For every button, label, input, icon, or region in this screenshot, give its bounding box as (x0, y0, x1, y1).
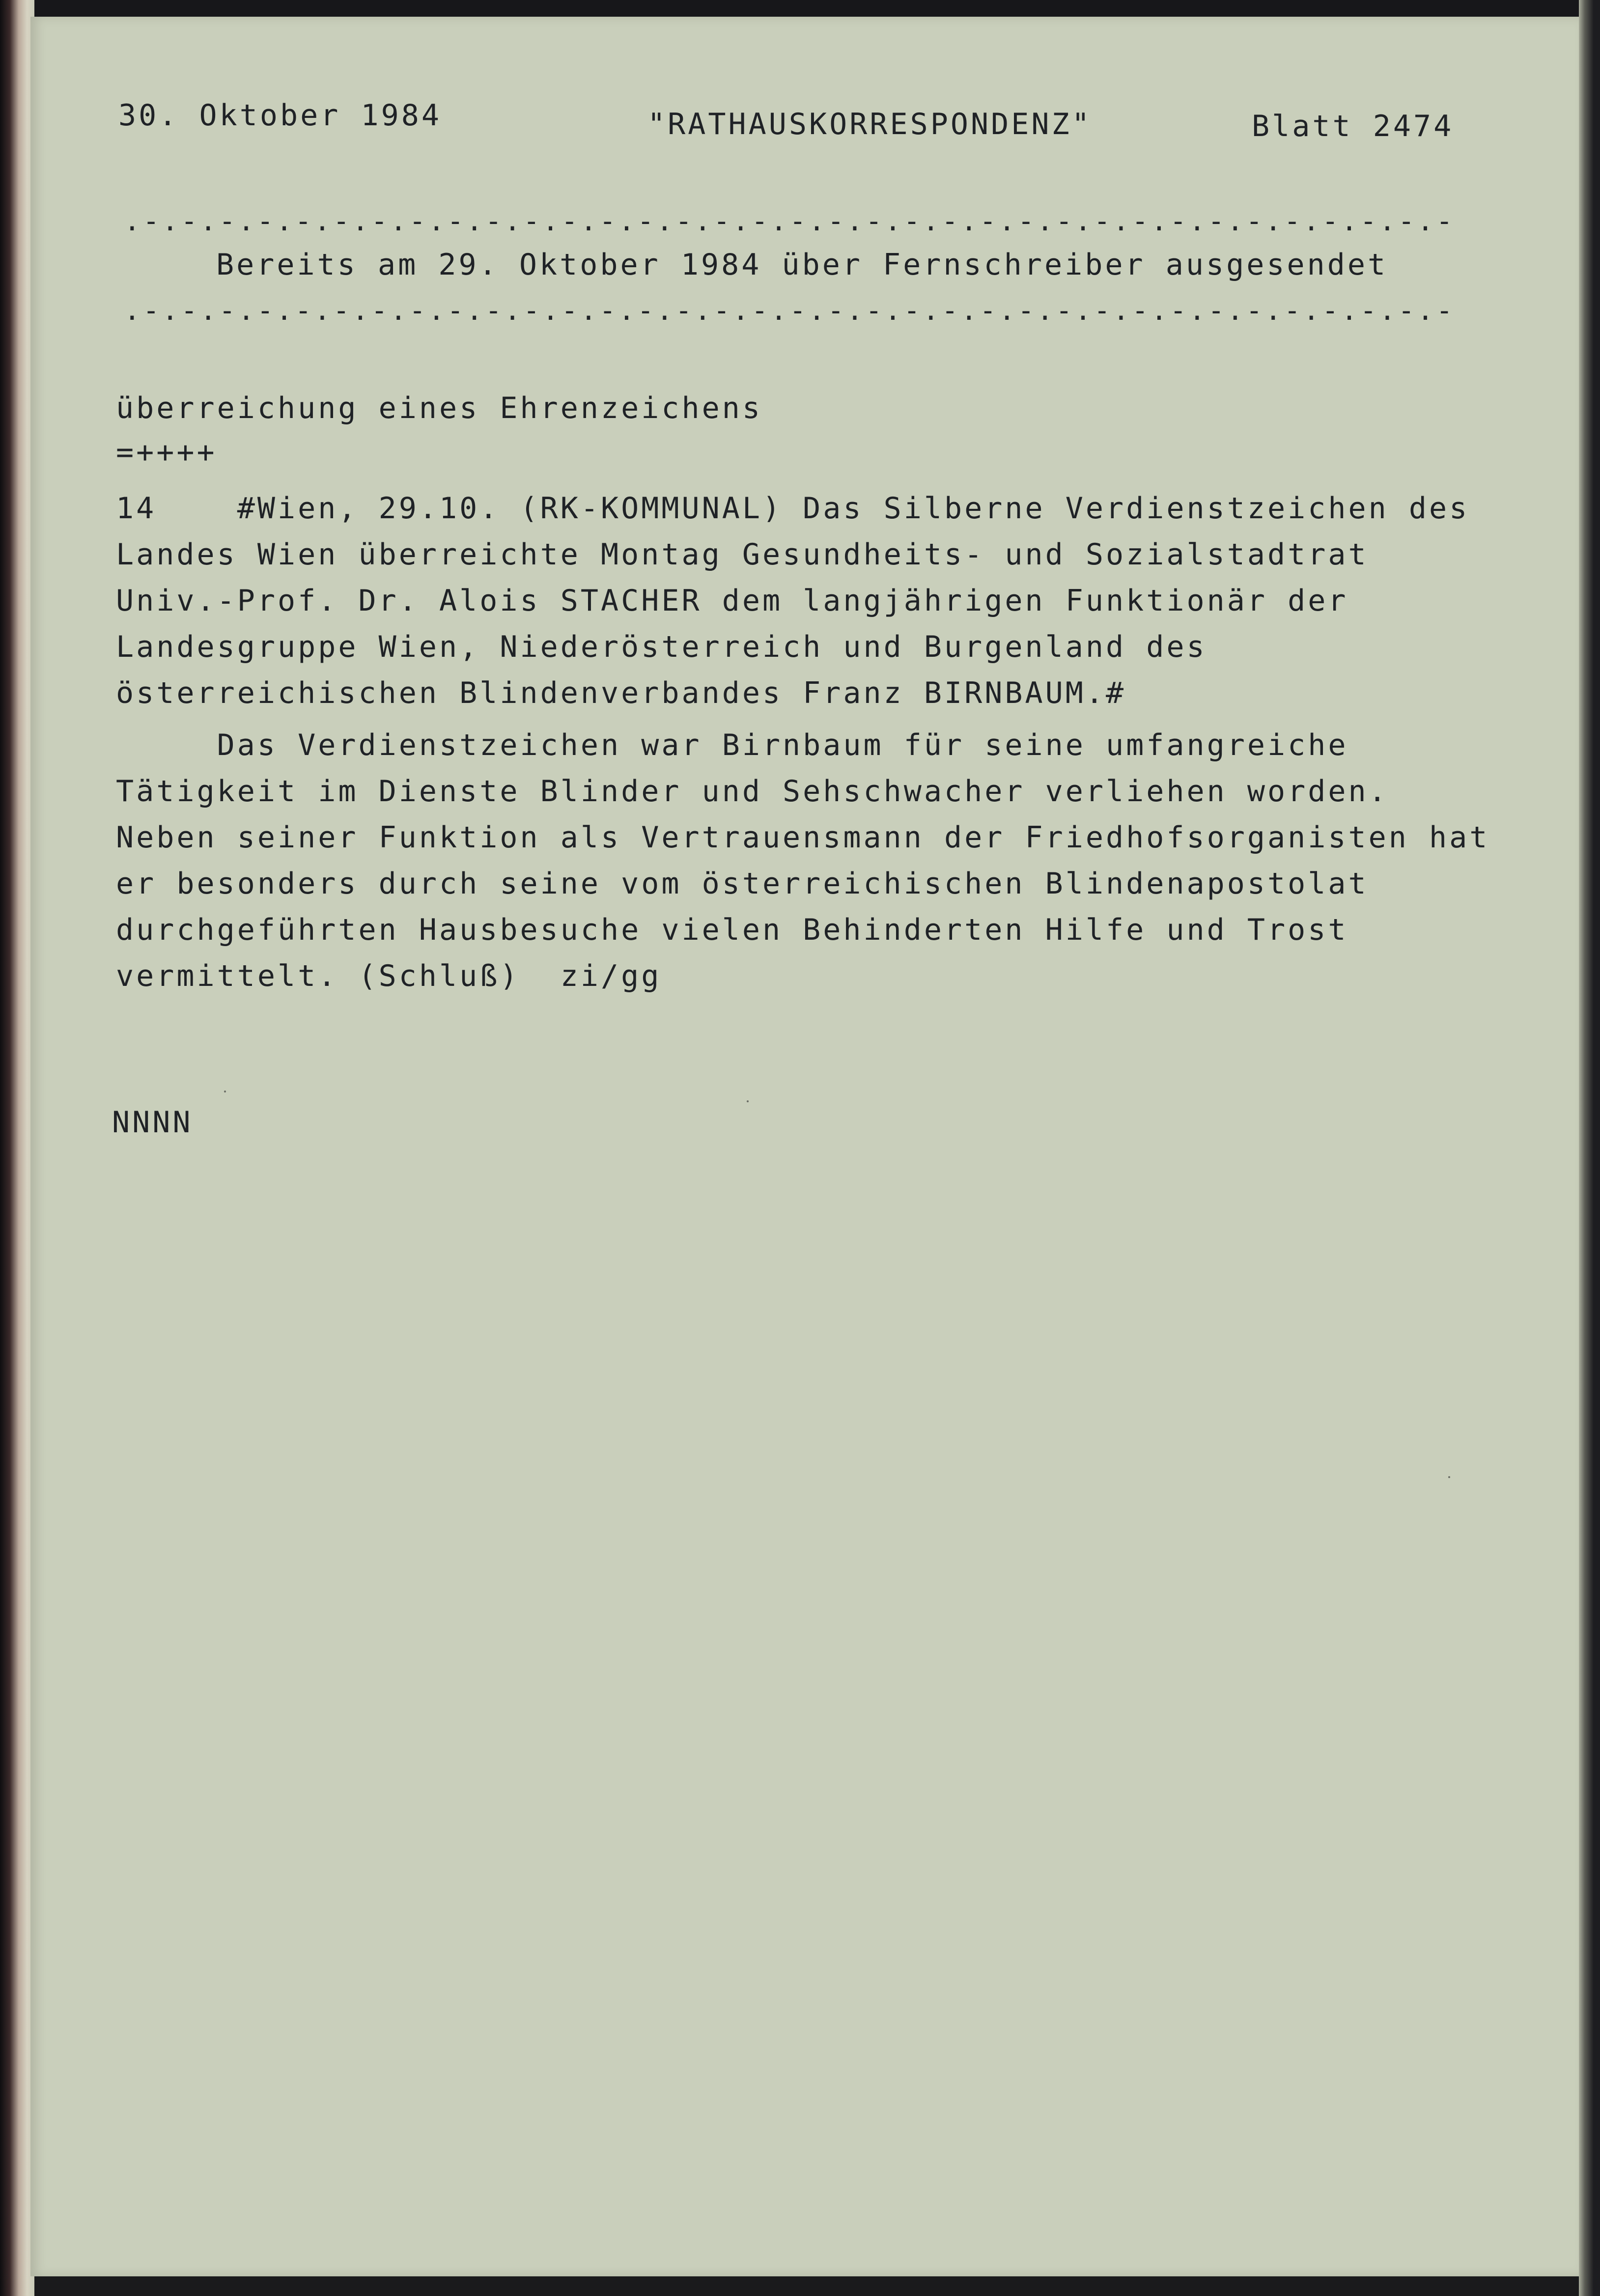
article-line-3: Univ.-Prof. Dr. Alois STACHER dem langjährigen Funktionär der (116, 584, 1348, 618)
article-line-9: er besonders durch seine vom österreichischen Blindenapostolat (116, 867, 1369, 901)
document-page (30, 17, 1579, 2276)
header-date: 30. Oktober 1984 (118, 98, 442, 133)
paper-speck (224, 1091, 226, 1092)
end-mark: NNNN (112, 1105, 193, 1140)
scan-right-edge (1579, 0, 1600, 2296)
article-line-11: vermittelt. (Schluß) zi/gg (116, 959, 662, 993)
article-line-5: österreichischen Blindenverbandes Franz BIRNBAUM.# (116, 676, 1126, 710)
article-headline: überreichung eines Ehrenzeichens (116, 391, 762, 425)
book-binding (0, 0, 34, 2296)
scan-top-edge (0, 0, 1600, 18)
header-sheet-number: Blatt 2474 (1252, 109, 1454, 143)
article-line-10: durchgeführten Hausbesuche vielen Behinderten Hilfe und Trost (116, 913, 1348, 947)
header-publication: "RATHAUSKORRESPONDENZ" (647, 107, 1092, 141)
paper-speck (747, 1100, 749, 1102)
article-line-1: 14 #Wien, 29.10. (RK-KOMMUNAL) Das Silberne Verdienstzeichen des (116, 491, 1470, 526)
transmission-notice: Bereits am 29. Oktober 1984 über Fernschreiber ausgesendet (216, 248, 1388, 282)
article-line-2: Landes Wien überreichte Montag Gesundheits- und Sozialstadtrat (116, 537, 1369, 572)
article-line-8: Neben seiner Funktion als Vertrauensmann der Friedhofsorganisten hat (116, 820, 1490, 855)
separator-line-bottom: .-.-.-.-.-.-.-.-.-.-.-.-.-.-.-.-.-.-.-.-.-.-.-.-.-.-.-.-.-.-.-.-.-.-.- (124, 295, 1456, 327)
headline-marker: =++++ (116, 435, 217, 470)
separator-line-top: .-.-.-.-.-.-.-.-.-.-.-.-.-.-.-.-.-.-.-.-.-.-.-.-.-.-.-.-.-.-.-.-.-.-.- (124, 205, 1456, 237)
article-line-7: Tätigkeit im Dienste Blinder und Sehschwacher verliehen worden. (116, 774, 1389, 809)
article-line-6: Das Verdienstzeichen war Birnbaum für seine umfangreiche (116, 728, 1348, 762)
paper-speck (1448, 1476, 1450, 1478)
article-line-4: Landesgruppe Wien, Niederösterreich und Burgenland des (116, 630, 1207, 664)
